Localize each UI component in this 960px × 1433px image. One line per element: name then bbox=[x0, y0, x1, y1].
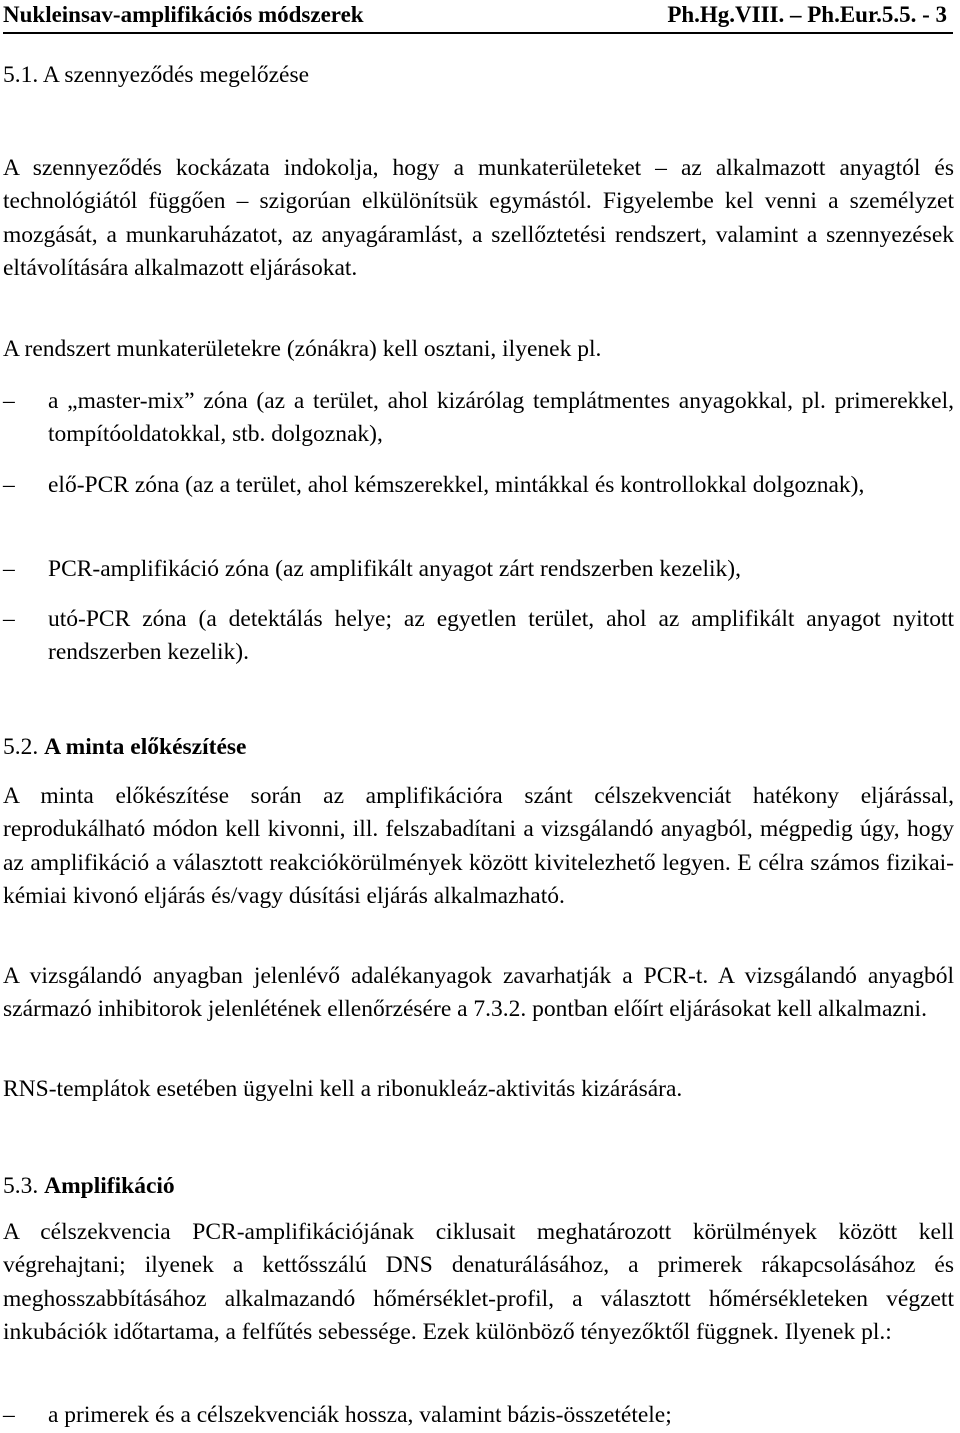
paragraph-5-1-1: A szennyeződés kockázata indokolja, hogy a munkaterületeket – az alkalmazott anyagtól és technológiától függően – szigorúan elkülönítsük egymástól. Figyelembe kel venni a személyzet mozgását, a munkaruházatot, az anyagáramlást, a szellőztetési rendszert, valamint a szennyezések eltávolítására alkalmazott eljárásokat. bbox=[3, 155, 954, 282]
header-title: Nukleinsav-amplifikációs módszerek bbox=[3, 2, 364, 27]
list-item-text: a primerek és a célszekvenciák hossza, valamint bázis-összetétele; bbox=[48, 1402, 672, 1428]
paragraph-5-2-1: A minta előkészítése során az amplifikációra szánt célszekvenciát hatékony eljárással, reprodukálható módon kell kivonni, ill. felszabadítani a vizsgálandó anyagból, mégpedig úgy, hogy az amplifikáció a választott reakciókörülmények között kivitelezhető legyen. E célra számos fizikai-kémiai kivonó eljárás és/vagy dúsítási eljárás alkalmazható. bbox=[3, 783, 954, 910]
dash-marker: – bbox=[3, 472, 15, 498]
list-item bbox=[3, 603, 954, 670]
section-title: Amplifikáció bbox=[44, 1173, 175, 1199]
section-title: A minta előkészítése bbox=[44, 734, 247, 760]
list-item-text: PCR-amplifikáció zóna (az amplifikált anyagot zárt rendszerben kezelik), bbox=[48, 556, 741, 582]
dash-marker: – bbox=[3, 388, 15, 414]
section-heading-5-2 bbox=[3, 731, 246, 763]
paragraph-5-2-2: A vizsgálandó anyagban jelenlévő adalékanyagok zavarhatják a PCR-t. A vizsgálandó anyagból származó inhibitorok jelenlétének ellenőrzésére a 7.3.2. pontban előírt eljárásokat kell alkalmazni. bbox=[3, 963, 954, 1023]
list-item-text: elő-PCR zóna (az a terület, ahol kémszerekkel, mintákkal és kontrollokkal dolgoznak), bbox=[48, 472, 865, 498]
paragraph-5-1-2: A rendszert munkaterületekre (zónákra) kell osztani, ilyenek pl. bbox=[3, 336, 602, 362]
paragraph-5-3-1: A célszekvencia PCR-amplifikációjának ciklusait meghatározott körülmények között kell végrehajtani; ilyenek a kettősszálú DNS denaturálásához, a primerek rákapcsolásához és meghosszabbításához alkalmazandó hőmérséklet-profil, a választott hőmérsékleteken végzett inkubációk időtartama, a felfűtés sebessége. Ezek különböző tényezőktől függnek. Ilyenek pl.: bbox=[3, 1219, 954, 1346]
list-item bbox=[3, 1399, 954, 1432]
section-heading-5-3 bbox=[3, 1170, 175, 1202]
list-item bbox=[3, 553, 954, 586]
dash-marker: – bbox=[3, 606, 15, 632]
list-item bbox=[3, 469, 954, 502]
section-number: 5.2. bbox=[3, 734, 39, 760]
running-header bbox=[3, 0, 953, 34]
dash-marker: – bbox=[3, 556, 15, 582]
section-heading-5-1: 5.1. A szennyeződés megelőzése bbox=[3, 62, 310, 88]
list-item-text: a „master-mix” zóna (az a terület, ahol kizárólag templátmentes anyagokkal, pl. primerekkel, tompítóoldatokkal, stb. dolgoznak), bbox=[48, 388, 954, 448]
section-number: 5.3. bbox=[3, 1173, 39, 1199]
list-item-text: utó-PCR zóna (a detektálás helye; az egyetlen terület, ahol az amplifikált anyagot nyitott rendszerben kezelik). bbox=[48, 606, 954, 666]
paragraph-5-2-3: RNS-templátok esetében ügyelni kell a ribonukleáz-aktivitás kizárására. bbox=[3, 1076, 683, 1102]
header-reference: Ph.Hg.VIII. – Ph.Eur.5.5. - 3 bbox=[667, 2, 947, 27]
list-item bbox=[3, 385, 954, 452]
dash-marker: – bbox=[3, 1402, 15, 1428]
